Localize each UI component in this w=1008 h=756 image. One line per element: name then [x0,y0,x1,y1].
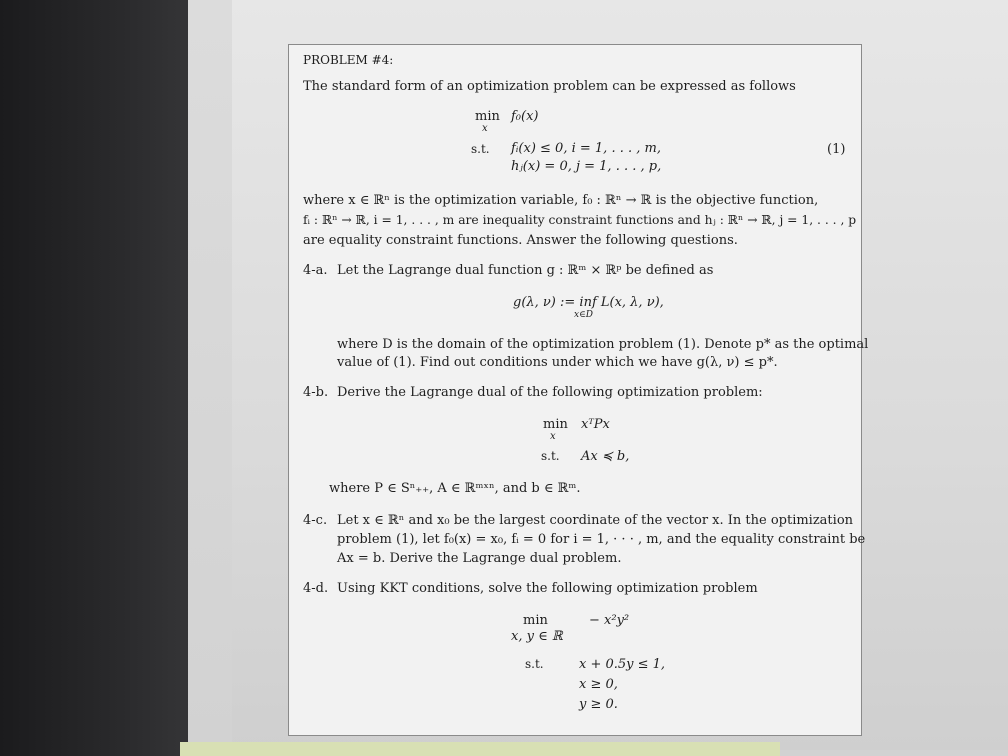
part-d-st: s.t. [525,657,544,671]
where-line-1: where x ∈ ℝⁿ is the optimization variable, f₀ : ℝⁿ → ℝ is the objective function, [303,193,819,208]
eq1-min-var: x [482,123,488,134]
part-d-min-var: x, y ∈ ℝ [511,629,563,644]
part-a-equation: g(λ, ν) := inf L(x, λ, ν), [513,295,664,310]
eq1-objective: f₀(x) [511,109,539,124]
eq1-min: min [475,109,500,124]
part-b-min-var: x [550,431,556,442]
part-a-after-1: where D is the domain of the optimization problem (1). Denote p* as the optimal [337,337,869,352]
eq1-constraint-1: fᵢ(x) ≤ 0, i = 1, . . . , m, [511,141,661,156]
part-a-after-2: value of (1). Find out conditions under which we have g(λ, ν) ≤ p*. [337,355,778,370]
part-d-constraint-1: x + 0.5y ≤ 1, [579,657,666,672]
part-b-objective: xᵀPx [581,417,610,432]
part-d-constraint-3: y ≥ 0. [579,697,618,712]
part-b-min: min [543,417,568,432]
problem-document [288,44,869,736]
where-line-3: are equality constraint functions. Answer the following questions. [303,233,738,248]
part-b-label: 4-b. [303,385,329,400]
part-c-line-1: Let x ∈ ℝⁿ and x₀ be the largest coordinate of the vector x. In the optimization [337,513,854,528]
part-b-where: where P ∈ Sⁿ₊₊, A ∈ ℝᵐˣⁿ, and b ∈ ℝᵐ. [329,481,581,496]
desk-strip [180,742,780,756]
problem-heading: PROBLEM #4: [303,53,394,67]
part-c-line-2: problem (1), let f₀(x) = x₀, fᵢ = 0 for i = 1, · · · , m, and the equality constraint be [337,532,866,547]
intro-text: The standard form of an optimization problem can be expressed as follows [303,79,796,94]
eq1-number: (1) [827,142,846,157]
part-a-text: Let the Lagrange dual function g : ℝᵐ × ℝᵖ be defined as [337,263,714,278]
part-d-objective: − x²y² [589,613,630,628]
part-a-inf-sub: x∈D [574,310,593,320]
part-d-constraint-2: x ≥ 0, [579,677,618,692]
part-c-line-3: Ax = b. Derive the Lagrange dual problem. [337,551,622,566]
part-d-text: Using KKT conditions, solve the following optimization problem [337,581,758,596]
part-b-constraint: Ax ≼ b, [581,449,630,464]
part-d-min: min [523,613,548,628]
part-b-text: Derive the Lagrange dual of the following optimization problem: [337,385,763,400]
part-a-label: 4-a. [303,263,328,278]
where-line-2: fᵢ : ℝⁿ → ℝ, i = 1, . . . , m are inequality constraint functions and hⱼ : ℝⁿ → ℝ, j = 1, . . . , p [303,213,857,227]
part-b-st: s.t. [541,449,560,463]
eq1-st: s.t. [471,142,490,156]
part-d-label: 4-d. [303,581,329,596]
eq1-constraint-2: hⱼ(x) = 0, j = 1, . . . , p, [511,159,662,174]
part-c-label: 4-c. [303,513,328,528]
